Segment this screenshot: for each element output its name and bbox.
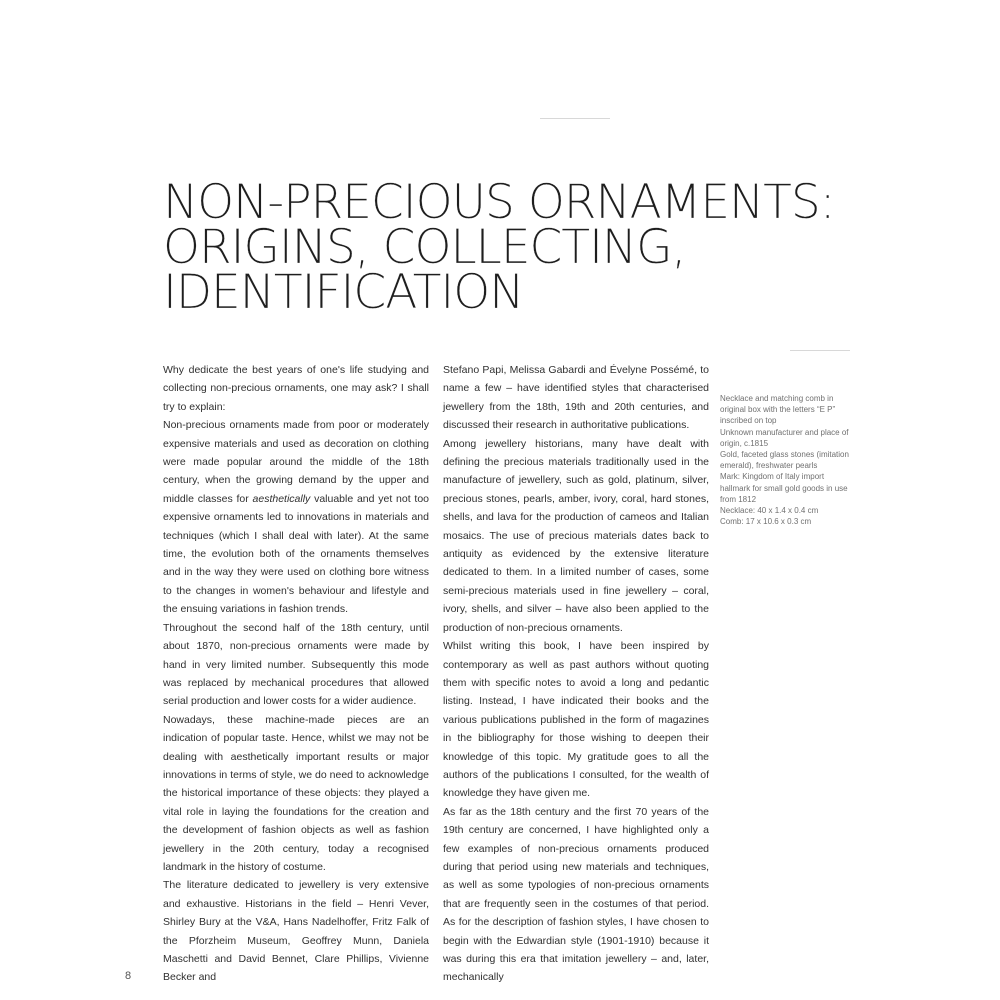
body-column-left bbox=[163, 361, 429, 987]
caption-line: Mark: Kingdom of Italy import hallmark for small gold goods in use from 1812 bbox=[720, 472, 848, 504]
chapter-title-line-1: NON-PRECIOUS ORNAMENTS: bbox=[163, 175, 835, 230]
paragraph: The literature dedicated to jewellery is very extensive and exhaustive. Historians in the field – Henri Vever, Shirley Bury at the V&A, Hans Nadelhoffer, Fritz Falk of the Pforzheim Museum, Geoffrey Munn, Daniela Maschetti and David Bennet, Clare Phillips, Vivienne Becker and bbox=[163, 879, 429, 984]
paragraph: Stefano Papi, Melissa Gabardi and Évelyne Possémé, to name a few – have identified styles that characterised jewellery from the 18th, 19th and 20th centuries, and discussed their research in authoritative publications. bbox=[443, 364, 709, 432]
chapter-title bbox=[163, 175, 835, 320]
caption-line: Comb: 17 x 10.6 x 0.3 cm bbox=[720, 517, 812, 527]
paragraph bbox=[163, 416, 429, 618]
caption-line: Unknown manufacturer and place of origin, c.1815 bbox=[720, 427, 849, 448]
paragraph-text: Non-precious ornaments made from poor or moderately expensive materials and used as decoration on clothing were made popular around the middle of the 18th century, when the growing demand by the upper and middle classes for bbox=[163, 419, 429, 505]
paragraph: Why dedicate the best years of one's life studying and collecting non-precious ornaments, one may ask? I shall try to explain: bbox=[163, 364, 429, 413]
chapter-title-line-2: ORIGINS, COLLECTING, bbox=[163, 220, 686, 275]
scan-artifact bbox=[540, 118, 610, 119]
page-number: 8 bbox=[125, 970, 132, 982]
image-caption bbox=[720, 393, 850, 527]
chapter-title-line-3: IDENTIFICATION bbox=[163, 265, 524, 320]
caption-line: Gold, faceted glass stones (imitation emerald), freshwater pearls bbox=[720, 450, 849, 471]
paragraph: Among jewellery historians, many have dealt with defining the precious materials traditionally used in the manufacture of jewellery, such as gold, platinum, silver, precious stones, pearls, amber, ivory, coral, hard stones, shells, and lava for the production of cameos and Italian mosaics. The use of precious materials dates back to antiquity as evidenced by the extensive literature dedicated to them. In a limited number of cases, some semi-precious materials used in fine jewellery – coral, ivory, shells, and silver – have also been applied to the production of non-precious ornaments. bbox=[443, 437, 709, 634]
caption-line: Necklace and matching comb in original box with the letters “E P” inscribed on top bbox=[720, 394, 836, 426]
paragraph: Nowadays, these machine-made pieces are an indication of popular taste. Hence, whilst we may not be dealing with aesthetically important results or major innovations in terms of style, we do need to acknowledge the historical importance of these objects: they played a vital role in laying the foundations for the creation and the development of fashion objects as well as fashion jewellery in the 20th century, today a recognised landmark in the history of costume. bbox=[163, 713, 429, 873]
body-column-right bbox=[443, 361, 709, 987]
paragraph: Whilst writing this book, I have been inspired by contemporary as well as past authors without quoting them with specific notes to avoid a long and pedantic listing. Instead, I have indicated their books and the various publications published in the form of magazines in the bibliography for those wishing to deepen their knowledge of this topic. My gratitude goes to all the authors of the publications I consulted, for the wealth of knowledge they have given me. bbox=[443, 640, 709, 800]
caption-line: Necklace: 40 x 1.4 x 0.4 cm bbox=[720, 506, 819, 516]
paragraph: Throughout the second half of the 18th century, until about 1870, non-precious ornaments were made by hand in very limited number. Subsequently this mode was replaced by mechanical procedures that allowed serial production and lower costs for a wider audience. bbox=[163, 621, 429, 708]
scan-artifact bbox=[790, 350, 850, 351]
paragraph-text: valuable and yet not too expensive ornaments led to innovations in materials and techniques (which I shall deal with later). At the same time, the evolution both of the ornaments themselves and in the way they were used on clothing bore witness to the changes in women's behaviour and lifestyle and the ensuing variations in fashion trends. bbox=[163, 492, 429, 616]
emphasis-text: aesthetically bbox=[252, 492, 311, 505]
paragraph: As far as the 18th century and the first 70 years of the 19th century are concerned, I have highlighted only a few examples of non-precious ornaments produced during that period using new materials and techniques, as well as some typologies of non-precious ornaments that are frequently seen in the costumes of that period. As for the description of fashion styles, I have chosen to begin with the Edwardian style (1901-1910) because it was during this era that imitation jewellery – and, later, mechanically bbox=[443, 805, 709, 984]
